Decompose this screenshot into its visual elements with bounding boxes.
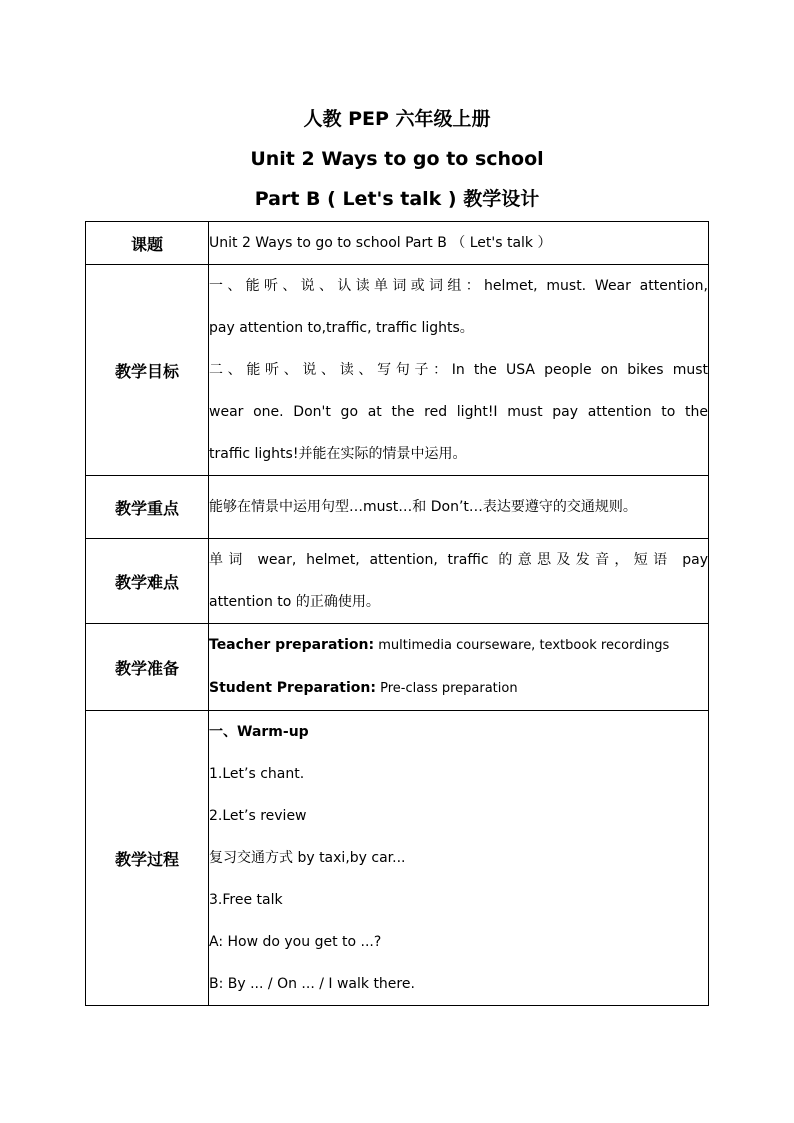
table-row-topic xyxy=(86,222,709,265)
objectives-line: traffic lights!并能在实际的情景中运用。 xyxy=(209,446,467,462)
document-title-grade: 人教 PEP 六年级上册 xyxy=(303,108,491,130)
process-line: 1.Let’s chant. xyxy=(209,766,305,782)
difficulties-line: 单词 wear, helmet, attention, traffic 的意思及发音，短语 pay xyxy=(209,552,708,568)
process-line: 复习交通方式 by taxi,by car... xyxy=(209,850,406,866)
topic-value: Unit 2 Ways to go to school Part B （ Let's talk ） xyxy=(209,235,552,251)
preparation-label: 教学准备 xyxy=(86,624,209,711)
teacher-preparation-label: Teacher preparation: xyxy=(209,637,375,653)
objectives-line: wear one. Don't go at the red light!I must pay attention to the xyxy=(209,404,708,420)
table-row-preparation xyxy=(86,624,709,711)
process-cell xyxy=(209,711,709,1006)
objectives-line: 二、能听、说、读、写句子：In the USA people on bikes must xyxy=(209,362,708,378)
lesson-plan-table xyxy=(85,221,709,1006)
table-row-key-points xyxy=(86,476,709,539)
document-title-unit: Unit 2 Ways to go to school xyxy=(250,148,544,170)
difficulties-cell xyxy=(209,539,709,624)
teacher-preparation xyxy=(209,624,708,667)
objectives-line: pay attention to,traffic, traffic lights。 xyxy=(209,320,474,336)
student-preparation-label: Student Preparation: xyxy=(209,680,376,696)
difficulties-label: 教学难点 xyxy=(86,539,209,624)
table-row-objectives xyxy=(86,265,709,476)
student-preparation-value: Pre-class preparation xyxy=(375,681,518,696)
teacher-preparation-value: multimedia courseware, textbook recordings xyxy=(374,638,670,653)
process-line: 2.Let’s review xyxy=(209,808,307,824)
key-points-cell xyxy=(209,476,709,539)
difficulties-line: attention to 的正确使用。 xyxy=(209,594,380,610)
process-label: 教学过程 xyxy=(86,711,209,1006)
key-points-value: 能够在情景中运用句型…must…和 Don’t…表达要遵守的交通规则。 xyxy=(209,499,637,515)
objectives-label: 教学目标 xyxy=(86,265,209,476)
table-row-process xyxy=(86,711,709,1006)
objectives-line: 一、能听、说、认读单词或词组：helmet, must. Wear attention, xyxy=(209,278,708,294)
document-title-part: Part B ( Let's talk ) 教学设计 xyxy=(254,188,540,210)
key-points-label: 教学重点 xyxy=(86,476,209,539)
process-line: A: How do you get to ...? xyxy=(209,934,382,950)
topic-value-cell xyxy=(209,222,709,265)
preparation-cell xyxy=(209,624,709,711)
table-row-difficulties xyxy=(86,539,709,624)
topic-label: 课题 xyxy=(86,222,209,265)
student-preparation xyxy=(209,667,708,710)
objectives-cell xyxy=(209,265,709,476)
process-line: B: By ... / On ... / I walk there. xyxy=(209,976,415,992)
document-header xyxy=(0,103,794,223)
process-heading: 一、Warm-up xyxy=(209,724,309,740)
process-line: 3.Free talk xyxy=(209,892,283,908)
